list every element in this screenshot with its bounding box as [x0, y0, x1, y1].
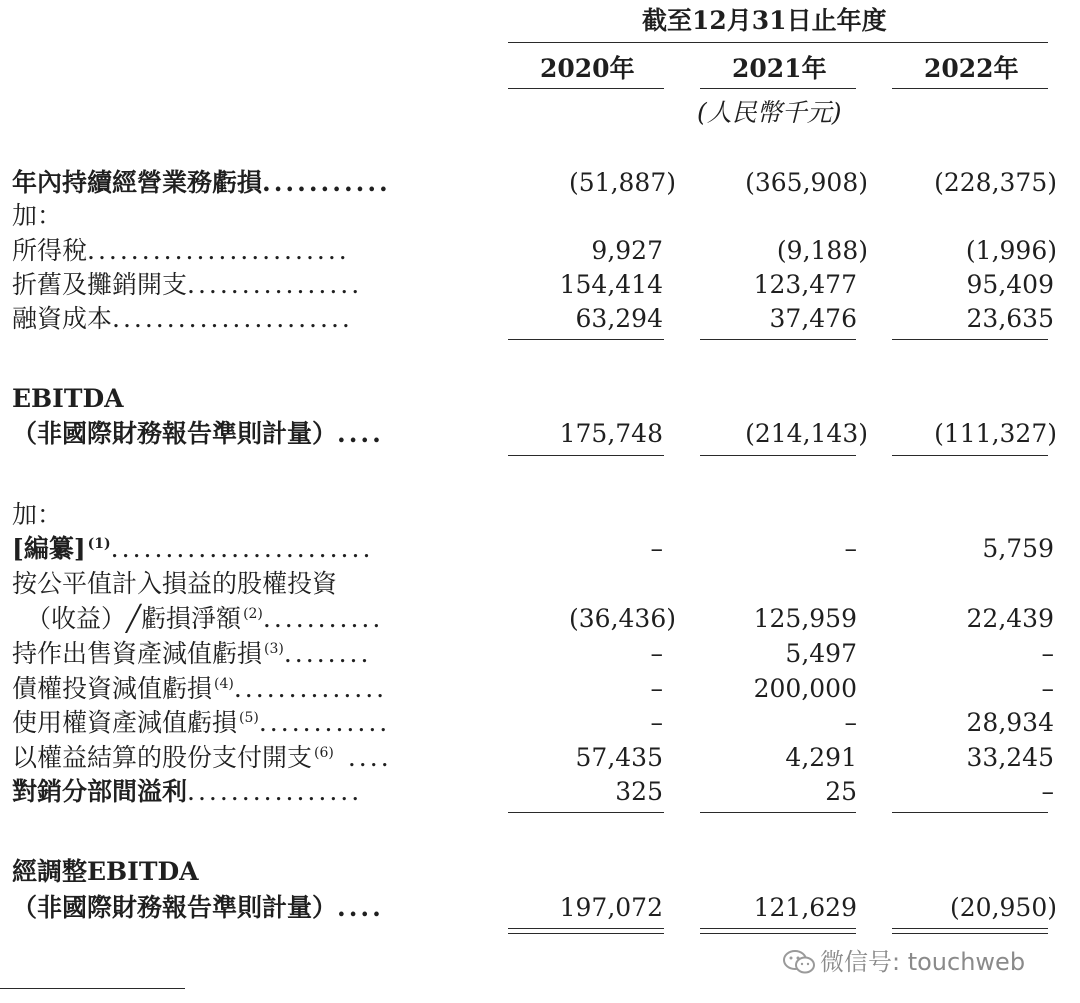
header-rule — [508, 42, 1048, 43]
cell-2020: 154,414 — [559, 270, 663, 299]
cell-2021: 121,629 — [753, 893, 857, 922]
row-label: 經調整EBITDA — [12, 857, 199, 886]
cell-2022: (20,950) — [950, 893, 1057, 922]
cell-2022: 33,245 — [966, 743, 1054, 772]
row-label: 使用權資產減值虧損 $^{(5)}$............ — [12, 708, 391, 737]
cell-2021: (214,143) — [745, 419, 868, 448]
cell-2022: (228,375) — [934, 168, 1057, 197]
row-label: 以權益結算的股份支付開支 $^{(6)}$ .... — [12, 743, 392, 772]
row-label: 融資成本...................... — [12, 304, 353, 333]
cell-2022: 5,759 — [982, 534, 1054, 563]
row-label: 債權投資減值虧損 $^{(4)}$.............. — [12, 674, 388, 703]
cell-2020: 63,294 — [575, 304, 663, 333]
row-label: 年內持續經營業務虧損........... — [12, 168, 391, 197]
period-heading: 截至12月31日止年度 — [642, 6, 887, 35]
row-label: （非國際財務報告準則計量）.... — [12, 419, 384, 448]
row-label: （收益）╱虧損淨額 $^{(2)}$........... — [26, 604, 384, 633]
year-rule-2021 — [700, 88, 856, 89]
cell-2021: – — [844, 534, 857, 563]
cell-2020: – — [650, 639, 663, 668]
cell-2020: (36,436) — [569, 604, 676, 633]
year-2021: 2021年 — [732, 54, 827, 83]
watermark — [782, 942, 1025, 977]
cell-2022: (111,327) — [934, 419, 1057, 448]
cell-2022: – — [1041, 674, 1054, 703]
total-rule-2021 — [700, 455, 856, 456]
cell-2022: – — [1041, 777, 1054, 806]
year-2022: 2022年 — [924, 54, 1019, 83]
row-label: 所得稅........................ — [12, 236, 350, 265]
cell-2021: 4,291 — [785, 743, 857, 772]
subtotal-rule-2020 — [508, 339, 664, 340]
cell-2020: – — [650, 674, 663, 703]
cell-2021: (365,908) — [745, 168, 868, 197]
year-2020: 2020年 — [540, 54, 635, 83]
cell-2022: – — [1041, 639, 1054, 668]
row-label: 對銷分部間溢利................ — [12, 777, 363, 806]
cell-2022: 22,439 — [966, 604, 1054, 633]
year-rule-2022 — [892, 88, 1048, 89]
cell-2020: (51,887) — [569, 168, 676, 197]
subtotal-rule-2020 — [508, 812, 664, 813]
double-rule-2022 — [892, 933, 1048, 934]
cell-2021: (9,188) — [776, 236, 868, 265]
double-rule-2021 — [700, 933, 856, 934]
row-label: （非國際財務報告準則計量）.... — [12, 893, 384, 922]
cell-2020: 57,435 — [575, 743, 663, 772]
wechat-icon — [782, 949, 816, 975]
cell-2022: 28,934 — [966, 708, 1054, 737]
cell-2020: 325 — [615, 777, 663, 806]
watermark-text: 微信号: touchweb — [820, 948, 1026, 976]
double-rule-2020 — [508, 933, 664, 934]
cell-2021: 37,476 — [769, 304, 857, 333]
cell-2022: (1,996) — [965, 236, 1057, 265]
cell-2020: – — [650, 534, 663, 563]
row-label: 加： — [12, 500, 63, 529]
double-rule-2021 — [700, 928, 856, 929]
subtotal-rule-2022 — [892, 812, 1048, 813]
row-label: 加： — [12, 201, 63, 230]
total-rule-2022 — [892, 455, 1048, 456]
subtotal-rule-2021 — [700, 339, 856, 340]
cell-2021: 123,477 — [753, 270, 857, 299]
subtotal-rule-2021 — [700, 812, 856, 813]
unit-note: (人民幣千元) — [697, 98, 842, 127]
double-rule-2022 — [892, 928, 1048, 929]
year-rule-2020 — [508, 88, 664, 89]
footnote-rule — [0, 988, 185, 989]
cell-2020: – — [650, 708, 663, 737]
row-label: 按公平值計入損益的股權投資 — [12, 569, 338, 598]
subtotal-rule-2022 — [892, 339, 1048, 340]
cell-2021: 125,959 — [753, 604, 857, 633]
cell-2022: 95,409 — [966, 270, 1054, 299]
row-label: 折舊及攤銷開支................ — [12, 270, 363, 299]
row-label: EBITDA — [12, 384, 124, 413]
cell-2021: – — [844, 708, 857, 737]
cell-2021: 200,000 — [753, 674, 857, 703]
double-rule-2020 — [508, 928, 664, 929]
total-rule-2020 — [508, 455, 664, 456]
cell-2022: 23,635 — [966, 304, 1054, 333]
cell-2020: 9,927 — [591, 236, 663, 265]
row-label: 持作出售資產減值虧損 $^{(3)}$........ — [12, 639, 372, 668]
cell-2020: 197,072 — [559, 893, 663, 922]
cell-2021: 25 — [825, 777, 857, 806]
cell-2020: 175,748 — [559, 419, 663, 448]
row-label: [編纂] $^{(1)}$........................ — [12, 534, 374, 563]
cell-2021: 5,497 — [785, 639, 857, 668]
